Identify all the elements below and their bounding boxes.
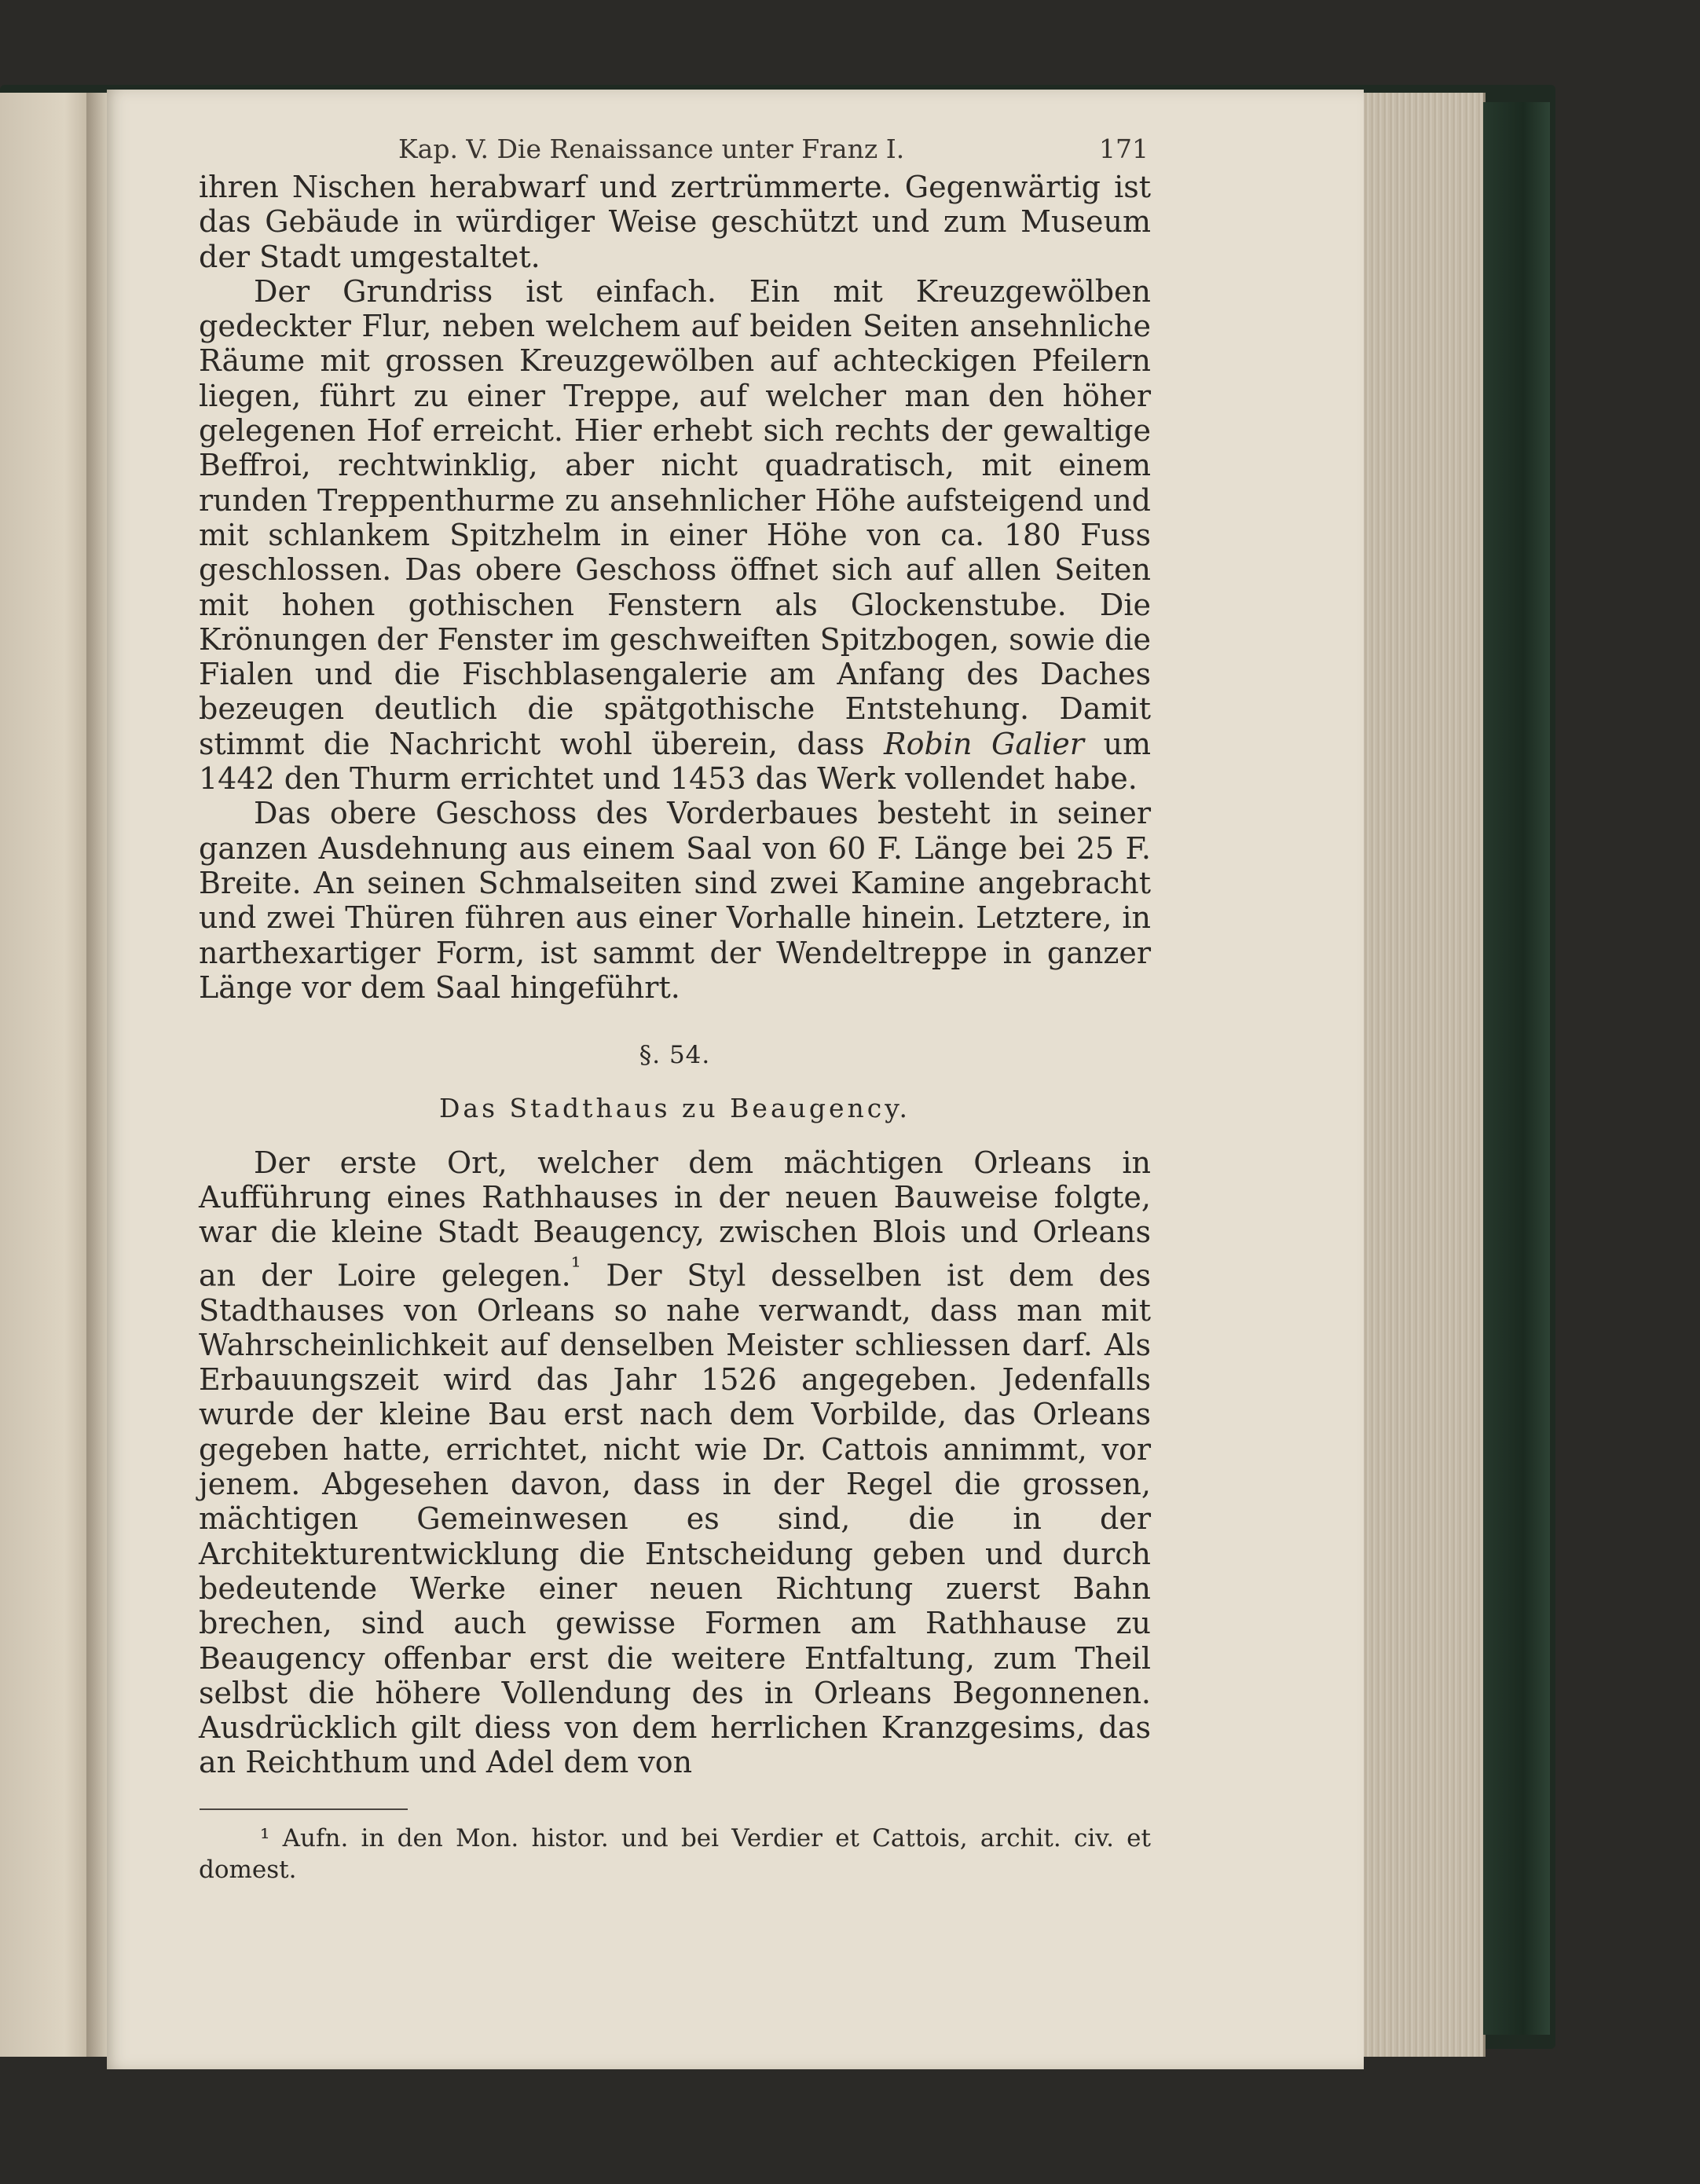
paragraph-1: ihren Nischen herabwarf und zertrümmerte. Gegenwärtig ist das Gebäude in würdiger Weise geschützt und zum Museum der Stadt umgestaltet. — [199, 170, 1151, 274]
page-edges — [1357, 93, 1486, 2057]
section-heading: Das Stadthaus zu Beaugency. — [438, 1093, 911, 1124]
paragraph-3: Das obere Geschoss des Vorderbaues besteht in seiner ganzen Ausdehnung aus einem Saal von 60 F. Länge bei 25 F. Breite. An seinen Schmalseiten sind zwei Kamine angebracht und zwei Thüren führen aus einer Vorhalle hinein. Letztere, in narthexartiger Form, ist sammt der Wendeltreppe in ganzer Länge vor dem Saal hingeführt. — [199, 796, 1151, 1005]
footnote-ref: ¹ — [570, 1252, 581, 1281]
section-number: §. 54. — [639, 1041, 711, 1070]
running-title: Kap. V. Die Renaissance unter Franz I. — [398, 134, 905, 164]
page-number: 171 — [1099, 134, 1149, 164]
cover-board — [1483, 102, 1550, 2035]
paragraph-4-start: Der erste Ort, welcher dem mächtigen Orleans in Aufführung eines Rathhauses in der neuen Bauweise folgte, war die kleine Stadt Beaugency, zwischen Blois und Orleans an der Loire gelegen. — [199, 1145, 1151, 1293]
footnote — [199, 1823, 1151, 1885]
body-text — [199, 170, 1151, 1780]
left-page-edge — [0, 93, 93, 2057]
paragraph-2-text: Der Grundriss ist einfach. Ein mit Kreuzgewölben gedeckter Flur, neben welchem auf beiden Seiten ansehnliche Räume mit grossen Kreuzgewölben auf achteckigen Pfeilern liegen, führt zu einer Treppe, auf welcher man den höher gelegenen Hof erreicht. Hier erhebt sich rechts der gewaltige Beffroi, rechtwinklig, aber nicht quadratisch, mit einem runden Treppenthurme zu ansehnlicher Höhe aufsteigend und mit schlankem Spitzhelm in einer Höhe von ca. 180 Fuss geschlossen. Das obere Geschoss öffnet sich auf allen Seiten mit hohen gothischen Fenstern als Glockenstube. Die Krönungen der Fenster im geschweiften Spitzbogen, sowie die Fialen und die Fischblasengalerie am Anfang des Daches bezeugen deutlich die spätgothische Entstehung. Damit stimmt die Nachricht wohl überein, dass — [199, 273, 1151, 761]
person-name: Robin Galier — [884, 726, 1084, 761]
footnote-text: ¹ Aufn. in den Mon. histor. und bei Verdier et Cattois, archit. civ. et domest. — [199, 1824, 1151, 1884]
running-header — [288, 134, 1149, 173]
paragraph-4-rest: Der Styl desselben ist dem des Stadthauses von Orleans so nahe verwandt, dass man mit Wahrscheinlichkeit auf denselben Meister schliessen darf. Als Erbauungszeit wird das Jahr 1526 angegeben. Jedenfalls wurde der kleine Bau erst nach dem Vorbilde, das Orleans gegeben hatte, errichtet, nicht wie Dr. Cattois annimmt, vor jenem. Abgesehen davon, dass in der Regel die grossen, mächtigen Gemeinwesen es sind, die in der Architekturentwicklung die Entscheidung geben und durch bedeutende Werke einer neuen Richtung zuerst Bahn brechen, sind auch gewisse Formen am Rathhause zu Beaugency offenbar erst die weitere Entfaltung, zum Theil selbst die höhere Vollendung des in Orleans Begonnenen. Ausdrücklich gilt diess von dem herrlichen Kranzgesims, das an Reichthum und Adel dem von — [199, 1258, 1151, 1780]
footnote-rule — [200, 1808, 408, 1810]
paragraph-2 — [199, 274, 1151, 796]
paragraph-4 — [199, 1145, 1151, 1780]
paragraph-2-end: um 1442 den Thurm errichtet und 1453 das Werk vollendet habe. — [199, 726, 1151, 797]
